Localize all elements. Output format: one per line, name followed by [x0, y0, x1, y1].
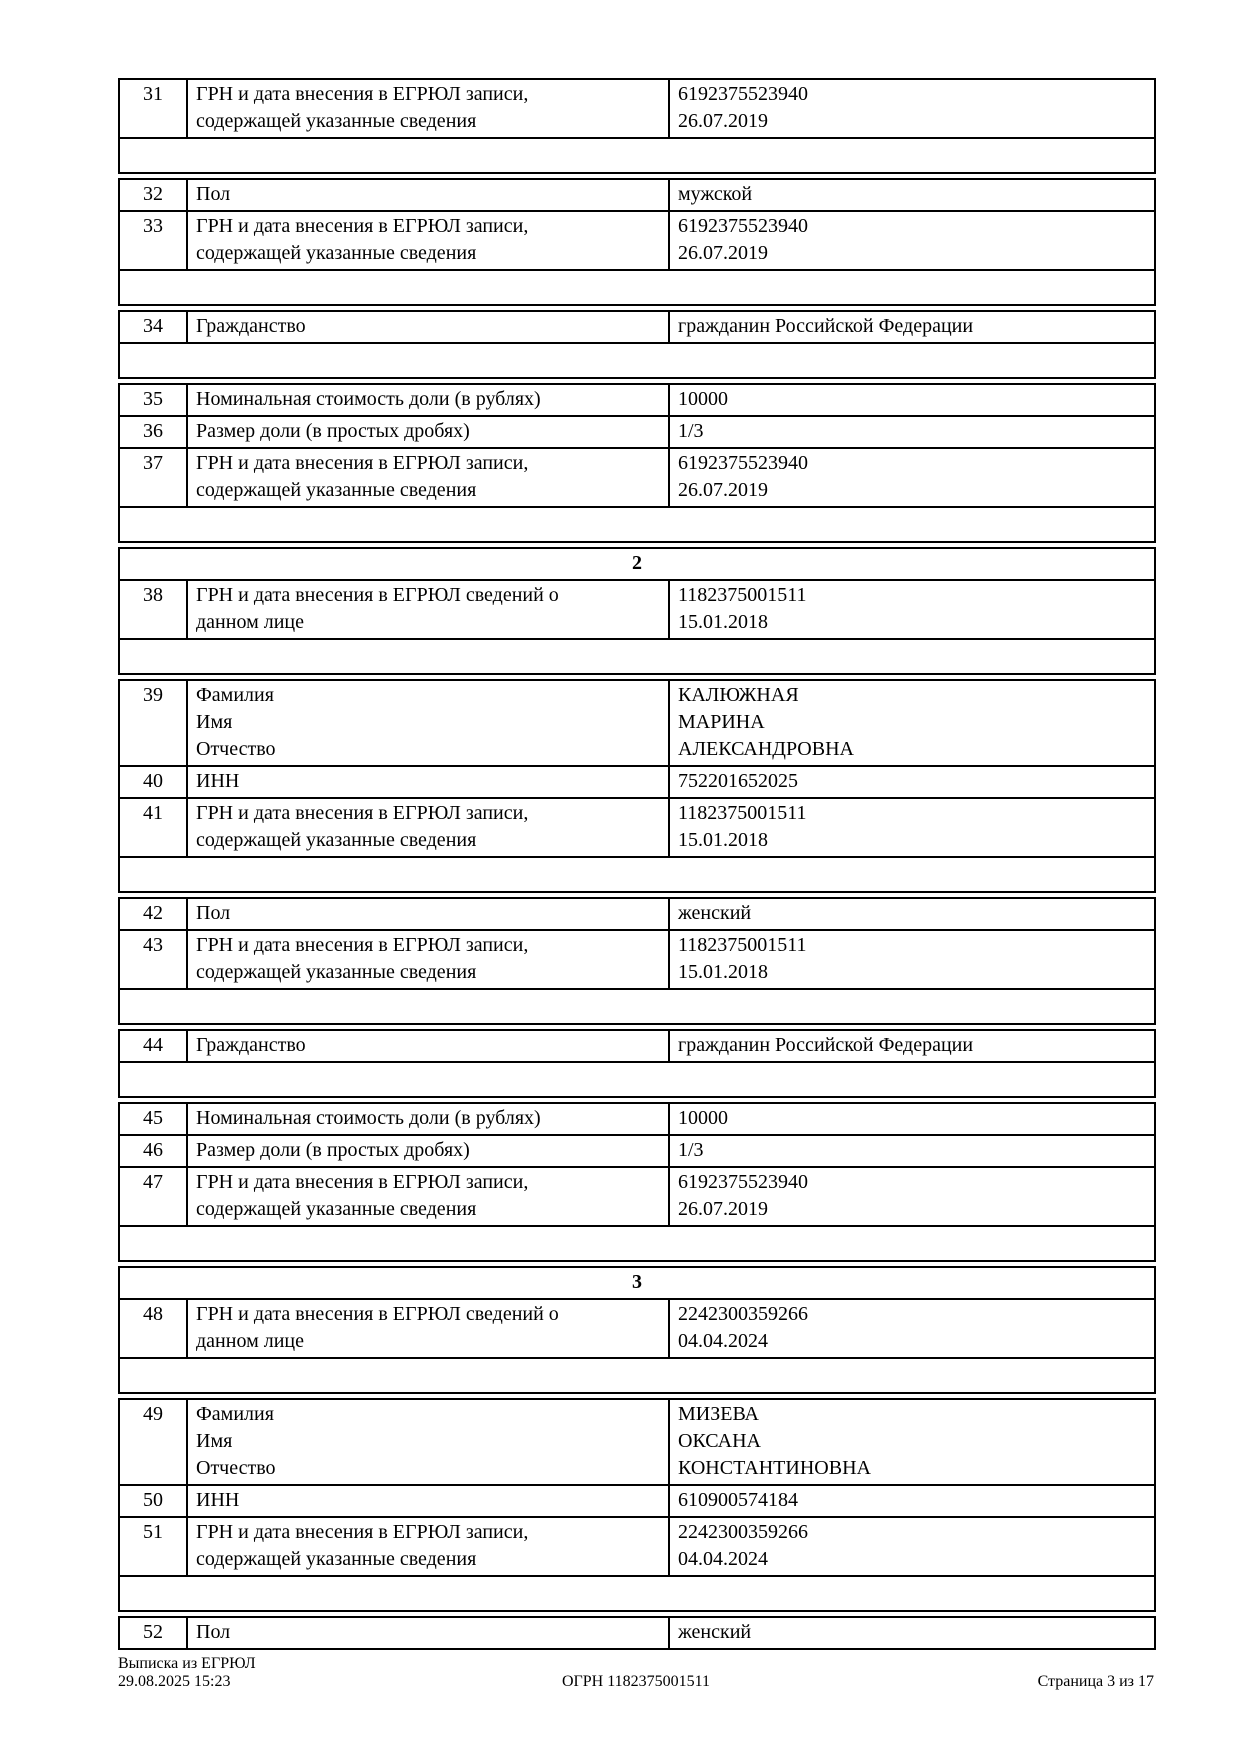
field-label-line: Имя [196, 711, 233, 733]
field-value-line: 6192375523940 [678, 83, 808, 105]
field-value-line: 1/3 [678, 1139, 704, 1161]
field-label-cell [187, 1517, 669, 1576]
field-label-line: ГРН и дата внесения в ЕГРЮЛ записи, [196, 215, 529, 237]
field-label-cell [187, 211, 669, 270]
spacer-cell [119, 507, 1155, 542]
table-row [119, 211, 1155, 270]
row-number-cell: 40 [119, 766, 187, 798]
field-label-line: ГРН и дата внесения в ЕГРЮЛ сведений о [196, 1303, 559, 1325]
field-value-line: 1182375001511 [678, 802, 807, 824]
footer-doc-info [118, 1655, 256, 1691]
field-label-line: ГРН и дата внесения в ЕГРЮЛ записи, [196, 452, 529, 474]
field-label-line: ГРН и дата внесения в ЕГРЮЛ записи, [196, 1171, 529, 1193]
table-row [119, 79, 1155, 138]
field-label-line: ИНН [196, 770, 240, 792]
row-number-cell: 47 [119, 1167, 187, 1226]
field-label-line: Пол [196, 1621, 231, 1643]
spacer-cell [119, 138, 1155, 173]
field-value-cell [669, 384, 1155, 416]
table-row [119, 580, 1155, 639]
spacer-cell [119, 639, 1155, 674]
field-label-cell [187, 311, 669, 343]
row-number-cell: 34 [119, 311, 187, 343]
field-label-line: содержащей указанные сведения [196, 1548, 477, 1570]
field-label-cell [187, 384, 669, 416]
field-value-cell [669, 179, 1155, 211]
spacer-cell [119, 989, 1155, 1024]
spacer-row [119, 1062, 1155, 1097]
field-label-line: Пол [196, 183, 231, 205]
field-value-line: 6192375523940 [678, 1171, 808, 1193]
row-number-cell: 46 [119, 1135, 187, 1167]
row-number-cell: 33 [119, 211, 187, 270]
field-value-cell [669, 930, 1155, 989]
field-label-line: содержащей указанные сведения [196, 242, 477, 264]
field-value-line: МАРИНА [678, 711, 765, 733]
field-label-cell [187, 1485, 669, 1517]
table-row [119, 930, 1155, 989]
spacer-row [119, 1358, 1155, 1393]
spacer-cell [119, 857, 1155, 892]
row-number-cell: 32 [119, 179, 187, 211]
row-number-cell: 52 [119, 1617, 187, 1649]
row-number-cell: 48 [119, 1299, 187, 1358]
table-block [118, 1029, 1156, 1098]
field-value-cell [669, 1103, 1155, 1135]
row-number-cell: 37 [119, 448, 187, 507]
field-label-cell [187, 1617, 669, 1649]
spacer-row [119, 1226, 1155, 1261]
spacer-cell [119, 343, 1155, 378]
table-row [119, 766, 1155, 798]
section-number-row [119, 548, 1155, 580]
field-value-line: 26.07.2019 [678, 479, 768, 501]
field-value-line: 752201652025 [678, 770, 798, 792]
row-number-cell: 35 [119, 384, 187, 416]
field-label-cell [187, 79, 669, 138]
table-row [119, 1030, 1155, 1062]
field-label-line: Гражданство [196, 315, 306, 337]
field-label-cell [187, 766, 669, 798]
row-number-cell: 42 [119, 898, 187, 930]
table-block [118, 78, 1156, 174]
field-value-line: 2242300359266 [678, 1521, 808, 1543]
field-value-line: 10000 [678, 388, 728, 410]
field-label-line: Размер доли (в простых дробях) [196, 1139, 470, 1161]
field-value-cell [669, 766, 1155, 798]
field-value-line: 26.07.2019 [678, 110, 768, 132]
field-value-line: 04.04.2024 [678, 1548, 768, 1570]
section-number: 3 [119, 1267, 1155, 1299]
field-label-line: содержащей указанные сведения [196, 110, 477, 132]
egrul-table [118, 78, 1154, 1654]
table-row [119, 1167, 1155, 1226]
table-row [119, 1517, 1155, 1576]
field-value-cell [669, 1135, 1155, 1167]
row-number-cell: 50 [119, 1485, 187, 1517]
table-row [119, 1399, 1155, 1485]
field-label-cell [187, 1167, 669, 1226]
field-label-cell [187, 930, 669, 989]
field-value-line: 26.07.2019 [678, 242, 768, 264]
field-label-line: Отчество [196, 1457, 276, 1479]
table-block [118, 547, 1156, 675]
field-label-line: Размер доли (в простых дробях) [196, 420, 470, 442]
spacer-row [119, 989, 1155, 1024]
table-row [119, 1135, 1155, 1167]
row-number-cell: 39 [119, 680, 187, 766]
field-label-line: содержащей указанные сведения [196, 829, 477, 851]
field-value-cell [669, 79, 1155, 138]
table-row [119, 798, 1155, 857]
row-number-cell: 36 [119, 416, 187, 448]
field-value-line: 610900574184 [678, 1489, 798, 1511]
table-block [118, 1102, 1156, 1262]
field-value-cell [669, 416, 1155, 448]
field-value-line: 15.01.2018 [678, 611, 768, 633]
field-label-line: Отчество [196, 738, 276, 760]
field-label-line: Фамилия [196, 1403, 274, 1425]
field-label-line: ИНН [196, 1489, 240, 1511]
table-block [118, 679, 1156, 893]
field-value-line: 15.01.2018 [678, 829, 768, 851]
table-block [118, 1266, 1156, 1394]
field-value-cell [669, 211, 1155, 270]
row-number-cell: 41 [119, 798, 187, 857]
spacer-row [119, 270, 1155, 305]
table-block [118, 1616, 1156, 1650]
field-label-line: содержащей указанные сведения [196, 479, 477, 501]
field-value-cell [669, 1517, 1155, 1576]
field-value-cell [669, 311, 1155, 343]
field-value-line: 6192375523940 [678, 215, 808, 237]
table-block [118, 383, 1156, 543]
footer-page-number: Страница 3 из 17 [1037, 1673, 1154, 1690]
field-value-line: мужской [678, 183, 753, 205]
table-block [118, 897, 1156, 1025]
table-row [119, 680, 1155, 766]
field-value-line: КАЛЮЖНАЯ [678, 684, 799, 706]
spacer-cell [119, 270, 1155, 305]
spacer-cell [119, 1576, 1155, 1611]
field-value-cell [669, 448, 1155, 507]
field-label-line: содержащей указанные сведения [196, 961, 477, 983]
field-label-cell [187, 448, 669, 507]
field-label-cell [187, 580, 669, 639]
field-label-line: содержащей указанные сведения [196, 1198, 477, 1220]
field-value-line: женский [678, 902, 752, 924]
field-value-line: женский [678, 1621, 752, 1643]
row-number-cell: 44 [119, 1030, 187, 1062]
spacer-row [119, 639, 1155, 674]
table-row [119, 1485, 1155, 1517]
field-label-cell [187, 798, 669, 857]
spacer-cell [119, 1062, 1155, 1097]
field-label-line: ГРН и дата внесения в ЕГРЮЛ записи, [196, 934, 529, 956]
field-value-line: гражданин Российской Федерации [678, 1034, 974, 1056]
field-value-cell [669, 1399, 1155, 1485]
field-value-line: КОНСТАНТИНОВНА [678, 1457, 871, 1479]
section-number-row [119, 1267, 1155, 1299]
spacer-row [119, 138, 1155, 173]
table-row [119, 1617, 1155, 1649]
field-label-line: ГРН и дата внесения в ЕГРЮЛ сведений о [196, 584, 559, 606]
field-label-line: Номинальная стоимость доли (в рублях) [196, 388, 541, 410]
field-label-line: ГРН и дата внесения в ЕГРЮЛ записи, [196, 1521, 529, 1543]
table-block [118, 1398, 1156, 1612]
field-value-cell [669, 798, 1155, 857]
field-label-line: Номинальная стоимость доли (в рублях) [196, 1107, 541, 1129]
footer-doc-type: Выписка из ЕГРЮЛ [118, 1655, 256, 1672]
field-label-line: Гражданство [196, 1034, 306, 1056]
spacer-row [119, 507, 1155, 542]
field-label-line: данном лице [196, 611, 304, 633]
table-row [119, 1299, 1155, 1358]
field-value-cell [669, 898, 1155, 930]
field-label-cell [187, 1103, 669, 1135]
field-value-line: 1182375001511 [678, 584, 807, 606]
footer-ogrn: ОГРН 1182375001511 [561, 1673, 711, 1690]
table-block [118, 310, 1156, 379]
row-number-cell: 51 [119, 1517, 187, 1576]
section-number: 2 [119, 548, 1155, 580]
footer-generated-timestamp: 29.08.2025 15:23 [118, 1673, 231, 1690]
spacer-row [119, 857, 1155, 892]
field-label-cell [187, 1135, 669, 1167]
table-row [119, 448, 1155, 507]
field-label-cell [187, 1399, 669, 1485]
table-block [118, 178, 1156, 306]
table-row [119, 416, 1155, 448]
field-value-line: 2242300359266 [678, 1303, 808, 1325]
table-row [119, 179, 1155, 211]
field-value-line: МИЗЕВА [678, 1403, 759, 1425]
table-row [119, 311, 1155, 343]
field-value-line: АЛЕКСАНДРОВНА [678, 738, 854, 760]
spacer-cell [119, 1226, 1155, 1261]
field-label-line: данном лице [196, 1330, 304, 1352]
field-value-line: 10000 [678, 1107, 728, 1129]
field-label-line: Имя [196, 1430, 233, 1452]
row-number-cell: 31 [119, 79, 187, 138]
spacer-row [119, 343, 1155, 378]
field-value-cell [669, 1030, 1155, 1062]
spacer-cell [119, 1358, 1155, 1393]
field-value-line: 1182375001511 [678, 934, 807, 956]
field-label-cell [187, 179, 669, 211]
field-value-cell [669, 580, 1155, 639]
field-value-line: 26.07.2019 [678, 1198, 768, 1220]
table-row [119, 1103, 1155, 1135]
table-row [119, 384, 1155, 416]
field-value-line: 04.04.2024 [678, 1330, 768, 1352]
field-label-cell [187, 1030, 669, 1062]
row-number-cell: 43 [119, 930, 187, 989]
field-label-line: Пол [196, 902, 231, 924]
field-value-cell [669, 1167, 1155, 1226]
field-label-line: ГРН и дата внесения в ЕГРЮЛ записи, [196, 802, 529, 824]
field-value-line: гражданин Российской Федерации [678, 315, 974, 337]
spacer-row [119, 1576, 1155, 1611]
field-label-cell [187, 898, 669, 930]
field-label-line: ГРН и дата внесения в ЕГРЮЛ записи, [196, 83, 529, 105]
row-number-cell: 49 [119, 1399, 187, 1485]
field-label-line: Фамилия [196, 684, 274, 706]
field-label-cell [187, 416, 669, 448]
field-value-line: 1/3 [678, 420, 704, 442]
field-value-cell [669, 1299, 1155, 1358]
field-label-cell [187, 680, 669, 766]
row-number-cell: 38 [119, 580, 187, 639]
field-value-cell [669, 1485, 1155, 1517]
field-value-cell [669, 680, 1155, 766]
table-row [119, 898, 1155, 930]
field-value-line: ОКСАНА [678, 1430, 761, 1452]
field-label-cell [187, 1299, 669, 1358]
row-number-cell: 45 [119, 1103, 187, 1135]
field-value-line: 15.01.2018 [678, 961, 768, 983]
field-value-line: 6192375523940 [678, 452, 808, 474]
field-value-cell [669, 1617, 1155, 1649]
